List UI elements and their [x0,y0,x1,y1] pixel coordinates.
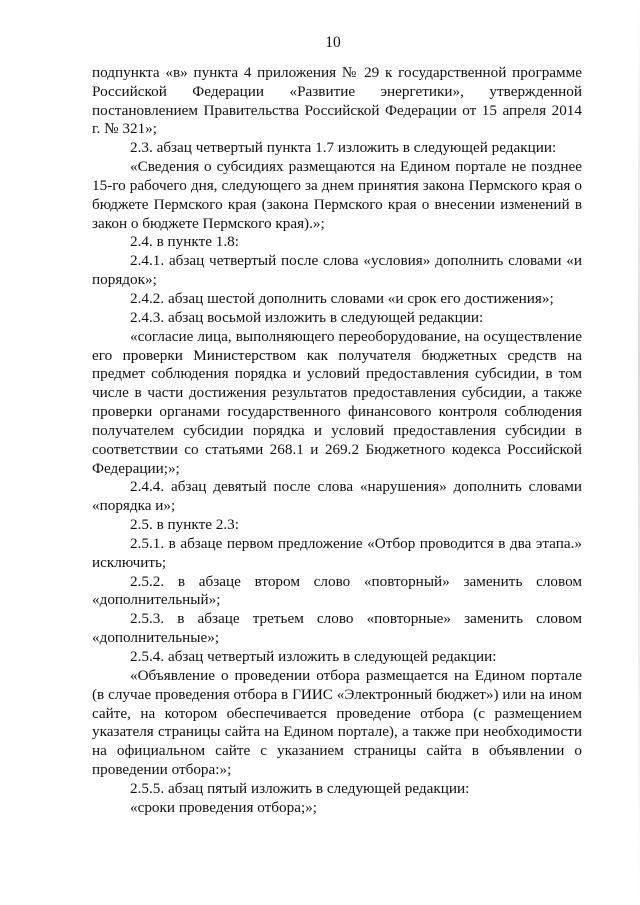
paragraph: 2.5.3. в абзаце третьем слово «повторные» заменить словом «дополнительные»; [92,610,582,647]
paragraph: 2.4. в пункте 1.8: [130,233,239,251]
page-number: 10 [325,34,341,51]
paragraph: 2.4.1. абзац четвертый после слова «условия» дополнить словами «и порядок»; [92,252,582,289]
document-body [92,64,582,818]
paragraph: подпункта «в» пункта 4 приложения № 29 к государственной программе Российской Федерации «Развитие энергетики», утвержденной постановлением Правительства Российской Федерации от 15 апреля 2014 г. № 321»; [92,63,582,138]
paragraph: 2.4.4. абзац девятый после слова «нарушения» дополнить словами «порядка и»; [92,478,582,515]
paragraph: 2.5. в пункте 2.3: [130,516,239,534]
paragraph: 2.5.2. в абзаце втором слово «повторный» заменить словом «дополнительный»; [92,572,582,609]
paragraph: 2.3. абзац четвертый пункта 1.7 изложить в следующей редакции: [130,139,557,157]
paragraph: 2.5.5. абзац пятый изложить в следующей редакции: [130,779,470,797]
paragraph: «сроки проведения отбора;»; [130,798,317,816]
paragraph: 2.4.2. абзац шестой дополнить словами «и срок его достижения»; [130,289,554,307]
paragraph: 2.4.3. абзац восьмой изложить в следующей редакции: [130,308,484,326]
paragraph: «согласие лица, выполняющего переоборудование, на осуществление его проверки Министерством как получателя бюджетных средств на предмет соблюдения порядка и условий предоставления субсидии, в том числе в части достижения результатов предоставления субсидии, а также проверки органами государственного финансового контроля соблюдения получателем субсидии порядка и условий предоставления субсидии в соответствии со статьями 268.1 и 269.2 Бюджетного кодекса Российской Федерации;»; [92,327,582,477]
paragraph: «Объявление о проведении отбора размещается на Едином портале (в случае проведения отбора в ГИИС «Электронный бюджет») или на ином сайте, на котором обеспечивается проведение отбора (с размещением указателя страницы сайта на Едином портале), а также при необходимости на официальном сайте с указанием страницы сайта в объявлении о проведении отбора:»; [92,666,582,779]
paragraph: 2.5.4. абзац четвертый изложить в следующей редакции: [130,648,497,665]
paragraph: «Сведения о субсидиях размещаются на Едином портале не позднее 15-го рабочего дня, следующего за днем принятия закона Пермского края о бюджете Пермского края (закона Пермского края о внесении изменений в закон о бюджете Пермского края).»; [92,158,582,232]
paragraph: 2.5.1. в абзаце первом предложение «Отбор проводится в два этапа.» исключить; [92,534,582,571]
